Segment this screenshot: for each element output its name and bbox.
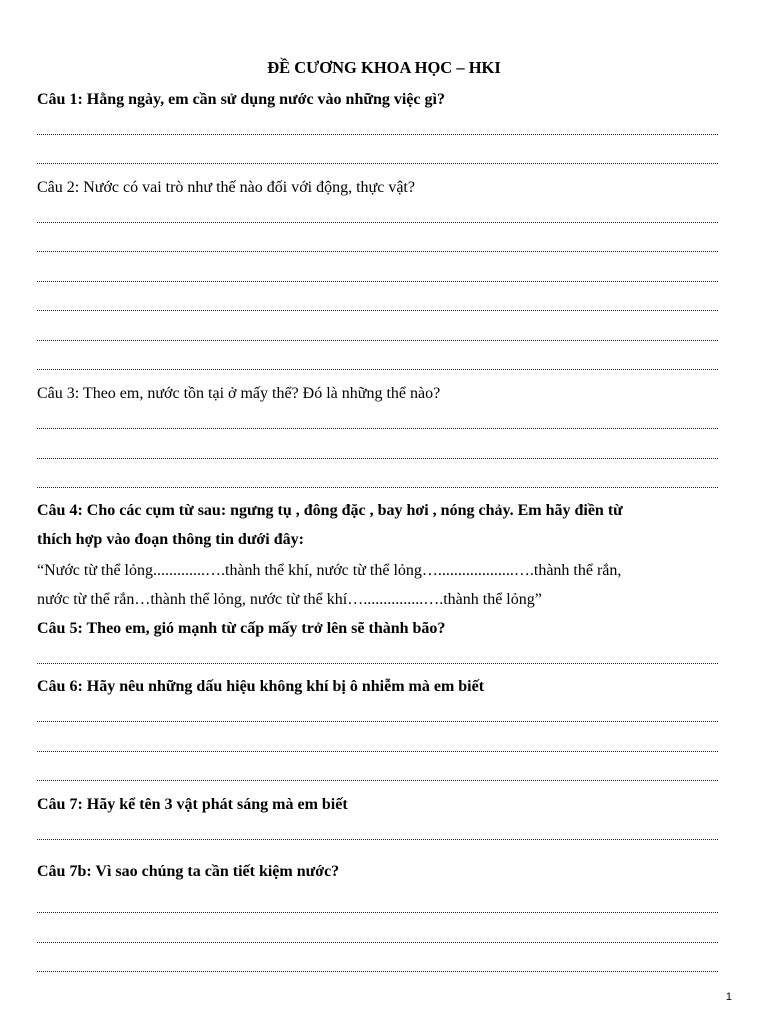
question-4-line-2: thích hợp vào đoạn thông tin dưới đây:	[37, 531, 304, 548]
answer-line	[37, 163, 718, 164]
question-3: Câu 3: Theo em, nước tồn tại ở mấy thể? Đó là những thể nào?	[37, 385, 441, 402]
answer-line	[37, 369, 718, 370]
question-7: Câu 7: Hãy kể tên 3 vật phát sáng mà em biết	[37, 796, 348, 813]
question-7b: Câu 7b: Vì sao chúng ta cần tiết kiệm nước?	[37, 863, 340, 880]
answer-line	[37, 340, 718, 341]
document-title: ĐỀ CƯƠNG KHOA HỌC – HKI	[267, 58, 501, 77]
answer-line	[37, 780, 718, 781]
question-5: Câu 5: Theo em, gió mạnh từ cấp mấy trở lên sẽ thành bão?	[37, 620, 446, 637]
answer-line	[37, 134, 718, 135]
answer-line	[37, 487, 718, 488]
answer-line	[37, 912, 718, 913]
answer-line	[37, 971, 718, 972]
answer-line	[37, 721, 718, 722]
answer-line	[37, 942, 718, 943]
answer-line	[37, 310, 718, 311]
answer-line	[37, 458, 718, 459]
question-4-line-1: Câu 4: Cho các cụm từ sau: ngưng tụ , đông đặc , bay hơi , nóng chảy. Em hãy điền từ	[37, 502, 623, 519]
page-number: 1	[725, 991, 732, 1003]
answer-line	[37, 428, 718, 429]
question-2: Câu 2: Nước có vai trò như thế nào đối với động, thực vật?	[37, 179, 415, 196]
question-6: Câu 6: Hãy nêu những dấu hiệu không khí bị ô nhiễm mà em biết	[37, 678, 485, 695]
question-4-fill-line-1: “Nước từ thể lỏng.............….thành thể khí, nước từ thể lỏng…...................….thành thể rắn,	[37, 562, 622, 579]
answer-line	[37, 839, 718, 840]
answer-line	[37, 751, 718, 752]
answer-line	[37, 251, 718, 252]
answer-line	[37, 281, 718, 282]
answer-line	[37, 222, 718, 223]
question-4-fill-line-2: nước từ thể rắn…thành thể lỏng, nước từ thể khí…...............….thành thể lỏng”	[37, 591, 542, 608]
question-1: Câu 1: Hằng ngày, em cần sử dụng nước vào những việc gì?	[37, 91, 445, 108]
answer-line	[37, 663, 718, 664]
